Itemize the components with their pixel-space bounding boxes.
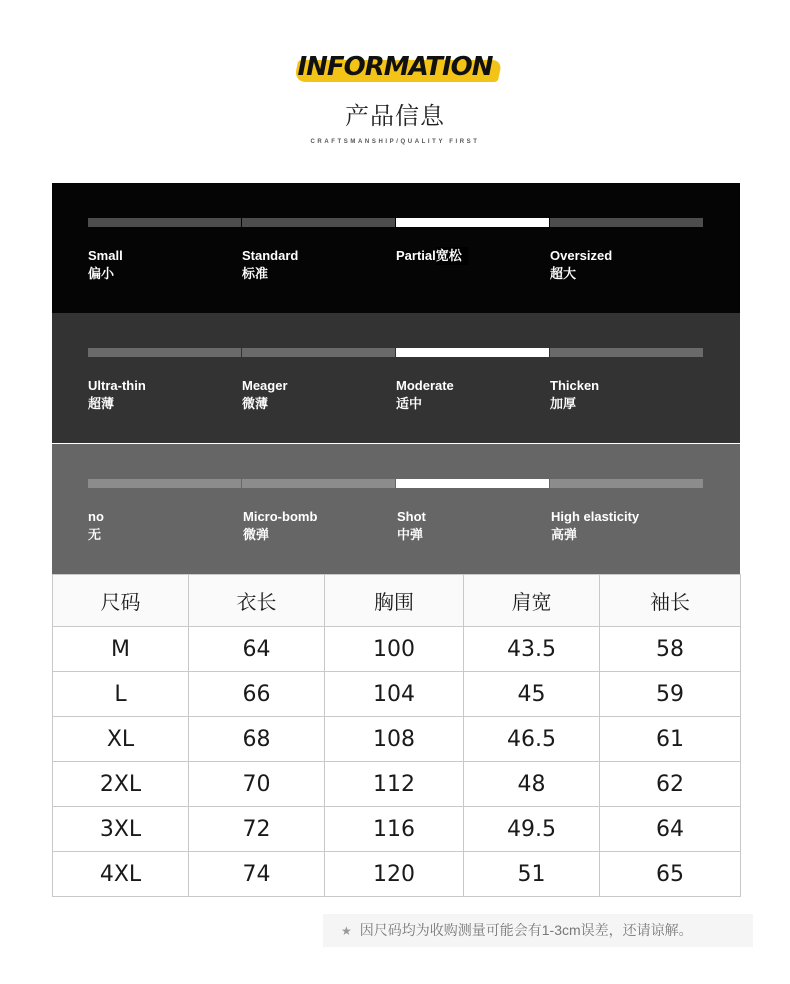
option-label-en: Moderate: [396, 378, 454, 393]
scale-option: [88, 247, 123, 283]
scale-option-selected: [396, 247, 468, 265]
scale-segment: [88, 218, 241, 227]
table-cell: 100: [325, 627, 464, 672]
scale-option: [242, 377, 288, 413]
table-cell: 45: [464, 672, 600, 717]
table-cell: 64: [600, 807, 741, 852]
elasticity-scale: [52, 444, 740, 574]
table-cell: 65: [600, 852, 741, 897]
table-cell: 116: [325, 807, 464, 852]
scale-option: [88, 508, 104, 544]
option-label-en: Standard: [242, 248, 299, 263]
note-text: 因尺码均为收购测量可能会有1-3cm误差，还请谅解。: [359, 922, 693, 938]
measurement-note: [323, 914, 753, 947]
star-icon: ★: [341, 924, 352, 938]
option-label-cn: 偏小: [88, 266, 115, 281]
scale-segment: [88, 479, 241, 488]
size-cell: 3XL: [53, 807, 189, 852]
size-cell: M: [53, 627, 189, 672]
table-cell: 74: [189, 852, 325, 897]
scale-segment: [242, 479, 395, 488]
scale-segment: [550, 348, 703, 357]
fit-scale: [52, 183, 740, 313]
option-label-cn: 微弹: [243, 527, 270, 542]
option-label-en: Micro-bomb: [243, 509, 318, 524]
scale-segment: [242, 218, 395, 227]
scale-option: [551, 508, 639, 544]
title-english: INFORMATION: [297, 52, 493, 82]
table-cell: 46.5: [464, 717, 600, 762]
table-header-row: [53, 575, 741, 627]
column-header: 胸围: [325, 575, 464, 627]
scale-option: [550, 247, 612, 283]
option-label-en: Small: [88, 248, 123, 263]
scale-segment: [88, 348, 241, 357]
column-header: 肩宽: [464, 575, 600, 627]
option-label-en: Shot: [397, 509, 426, 524]
table-cell: 70: [189, 762, 325, 807]
option-label-cn: 微薄: [242, 396, 269, 411]
size-cell: XL: [53, 717, 189, 762]
column-header: 袖长: [600, 575, 741, 627]
table-row: [53, 807, 741, 852]
page-header: [0, 0, 790, 180]
title-chinese: 产品信息: [345, 103, 445, 130]
table-cell: 43.5: [464, 627, 600, 672]
option-label-en: High elasticity: [551, 509, 640, 524]
table-cell: 49.5: [464, 807, 600, 852]
size-table: [52, 574, 741, 897]
scale-segment: [550, 479, 703, 488]
scale-option: [550, 377, 599, 413]
table-cell: 59: [600, 672, 741, 717]
table-row: [53, 672, 741, 717]
table-cell: 66: [189, 672, 325, 717]
table-cell: 104: [325, 672, 464, 717]
option-label-en: Oversized: [550, 248, 613, 263]
table-row: [53, 717, 741, 762]
option-label-en: Thicken: [550, 378, 600, 393]
table-row: [53, 762, 741, 807]
option-label-cn: 超大: [550, 266, 577, 281]
table-cell: 62: [600, 762, 741, 807]
option-label-cn: 宽松: [436, 247, 468, 265]
column-header: 尺码: [53, 575, 189, 627]
table-cell: 64: [189, 627, 325, 672]
option-label-en: no: [88, 509, 104, 524]
table-cell: 48: [464, 762, 600, 807]
scale-segment-selected: [396, 479, 549, 488]
scale-option: [88, 377, 146, 413]
scale-segment-selected: [396, 218, 549, 227]
option-label-cn: 无: [88, 527, 102, 542]
option-label-cn: 标准: [242, 266, 269, 281]
table-cell: 51: [464, 852, 600, 897]
size-cell: 2XL: [53, 762, 189, 807]
thickness-scale: [52, 313, 740, 443]
scale-segment: [242, 348, 395, 357]
table-cell: 108: [325, 717, 464, 762]
option-label-cn: 高弹: [551, 527, 578, 542]
scale-option: [242, 247, 298, 283]
option-label-cn: 超薄: [88, 396, 115, 411]
scale-option: [243, 508, 317, 544]
table-cell: 61: [600, 717, 741, 762]
option-label-cn: 加厚: [550, 396, 577, 411]
scale-segment: [550, 218, 703, 227]
scale-segment-selected: [396, 348, 549, 357]
table-cell: 68: [189, 717, 325, 762]
table-cell: 112: [325, 762, 464, 807]
size-cell: L: [53, 672, 189, 717]
size-cell: 4XL: [53, 852, 189, 897]
option-label-cn: 适中: [396, 396, 423, 411]
table-cell: 120: [325, 852, 464, 897]
column-header: 衣长: [189, 575, 325, 627]
tagline: CRAFTSMANSHIP/QUALITY FIRST: [310, 139, 480, 145]
table-row: [53, 627, 741, 672]
table-row: [53, 852, 741, 897]
option-label-en: Meager: [242, 378, 288, 393]
option-label-cn: 中弹: [397, 527, 424, 542]
scale-option-selected: [397, 508, 426, 544]
option-label-en: Ultra-thin: [88, 378, 146, 393]
scale-option-selected: [396, 377, 454, 413]
option-label-en: Partial: [396, 248, 436, 263]
table-cell: 58: [600, 627, 741, 672]
table-cell: 72: [189, 807, 325, 852]
